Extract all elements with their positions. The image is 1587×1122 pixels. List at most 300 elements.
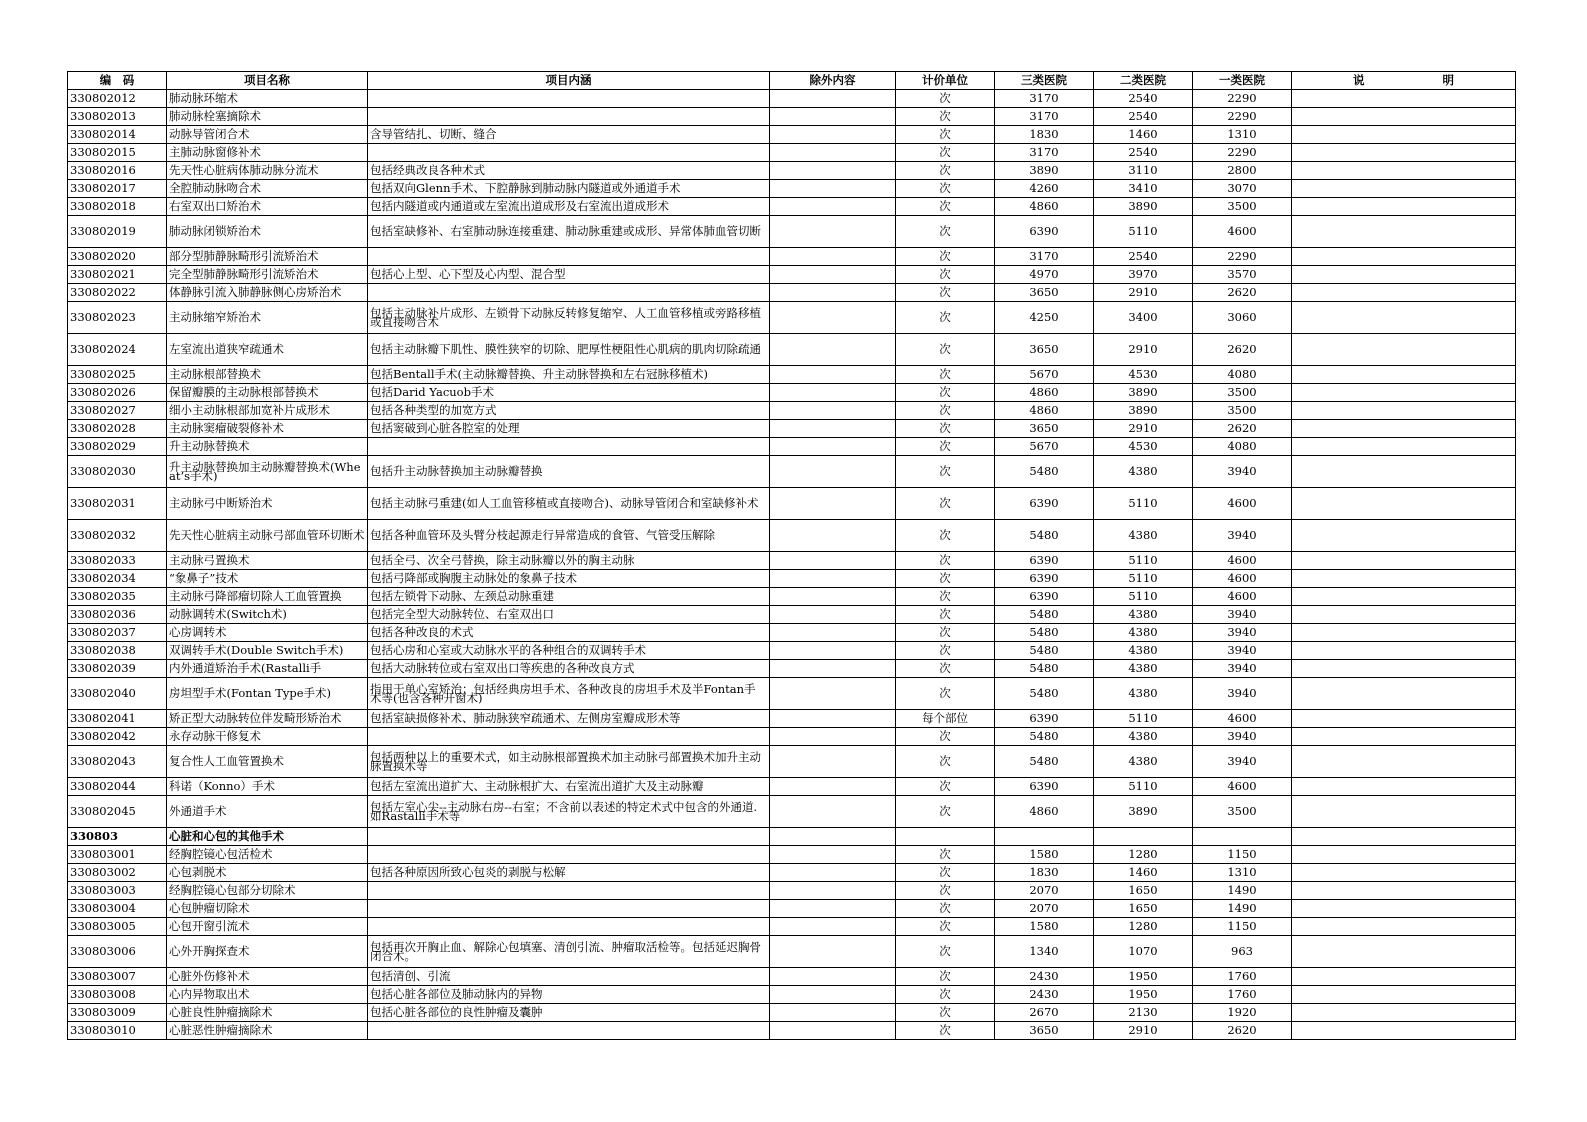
cell-price-hospital3: 1340: [995, 936, 1094, 968]
cell-content: 包括各种类型的加宽方式: [368, 402, 770, 420]
section-row: [68, 828, 1516, 846]
cell-price-hospital3: 5480: [995, 660, 1094, 678]
header-name: 项目名称: [167, 72, 368, 90]
cell-note: [1292, 162, 1516, 180]
cell-price-hospital1: 4600: [1193, 570, 1292, 588]
cell-exclusion: [770, 248, 896, 266]
cell-content: 包括室缺损修补术、肺动脉狭窄疏通术、左侧房室瓣成形术等: [368, 710, 770, 728]
cell-price-hospital3: 3170: [995, 248, 1094, 266]
cell-exclusion: [770, 1004, 896, 1022]
cell-exclusion: [770, 936, 896, 968]
table-row: [68, 900, 1516, 918]
cell-content: 包括左室心尖--主动脉右房--右室；不含前以表述的特定术式中包含的外通道.如Rastalli手术等: [368, 796, 770, 828]
cell-price-hospital1: 4600: [1193, 710, 1292, 728]
cell-price-hospital2: 2540: [1094, 144, 1193, 162]
cell-note: [1292, 248, 1516, 266]
cell-price-hospital3: 4860: [995, 796, 1094, 828]
header-exclusion: 除外内容: [770, 72, 896, 90]
cell-unit: 次: [896, 438, 995, 456]
table-row: [68, 882, 1516, 900]
cell-code: 330802037: [68, 624, 167, 642]
cell-note: [1292, 402, 1516, 420]
cell-price-hospital3: 6390: [995, 778, 1094, 796]
cell-price-hospital2: 3970: [1094, 266, 1193, 284]
cell-exclusion: [770, 216, 896, 248]
cell-code: 330803009: [68, 1004, 167, 1022]
cell-exclusion: [770, 710, 896, 728]
cell-note: [1292, 570, 1516, 588]
cell-price-hospital2: 5110: [1094, 710, 1193, 728]
cell-note: [1292, 126, 1516, 144]
cell-note: [1292, 334, 1516, 366]
cell-price-hospital2: 2540: [1094, 248, 1193, 266]
cell-content: [368, 108, 770, 126]
cell-code: 330803: [68, 828, 167, 846]
cell-price-hospital1: 2800: [1193, 162, 1292, 180]
table-row: [68, 488, 1516, 520]
cell-code: 330802017: [68, 180, 167, 198]
cell-code: 330802019: [68, 216, 167, 248]
cell-content: 包括主动脉补片成形、左锁骨下动脉反转修复缩窄、人工血管移植或旁路移植或直接吻合术: [368, 302, 770, 334]
cell-unit: 次: [896, 624, 995, 642]
table-row: [68, 796, 1516, 828]
cell-price-hospital2: 3400: [1094, 302, 1193, 334]
table-row: [68, 986, 1516, 1004]
cell-price-hospital1: 2620: [1193, 284, 1292, 302]
cell-price-hospital2: 3890: [1094, 384, 1193, 402]
header-hospital3: 三类医院: [995, 72, 1094, 90]
cell-price-hospital3: 6390: [995, 216, 1094, 248]
cell-price-hospital1: 1310: [1193, 126, 1292, 144]
cell-code: 330803001: [68, 846, 167, 864]
cell-note: [1292, 918, 1516, 936]
table-row: [68, 624, 1516, 642]
cell-content: 包括内隧道或内通道或左室流出道成形及右室流出道成形术: [368, 198, 770, 216]
cell-code: 330802016: [68, 162, 167, 180]
table-row: [68, 968, 1516, 986]
cell-content: [368, 144, 770, 162]
cell-unit: 次: [896, 334, 995, 366]
cell-note: [1292, 266, 1516, 284]
cell-note: [1292, 796, 1516, 828]
cell-exclusion: [770, 366, 896, 384]
price-table: [67, 71, 1516, 1040]
cell-price-hospital2: 4380: [1094, 642, 1193, 660]
cell-note: [1292, 606, 1516, 624]
cell-exclusion: [770, 552, 896, 570]
cell-content: 包括心脏各部位的良性肿瘤及囊肿: [368, 1004, 770, 1022]
cell-unit: 次: [896, 864, 995, 882]
cell-exclusion: [770, 284, 896, 302]
cell-unit: 次: [896, 986, 995, 1004]
cell-unit: 次: [896, 198, 995, 216]
cell-note: [1292, 882, 1516, 900]
cell-price-hospital2: 4530: [1094, 366, 1193, 384]
cell-exclusion: [770, 162, 896, 180]
cell-price-hospital3: 4860: [995, 402, 1094, 420]
cell-price-hospital2: 5110: [1094, 570, 1193, 588]
cell-code: 330802018: [68, 198, 167, 216]
cell-exclusion: [770, 520, 896, 552]
table-row: [68, 456, 1516, 488]
cell-note: [1292, 746, 1516, 778]
cell-note: [1292, 678, 1516, 710]
cell-price-hospital3: 6390: [995, 588, 1094, 606]
cell-content: 包括各种原因所致心包炎的剥脱与松解: [368, 864, 770, 882]
cell-code: 330802041: [68, 710, 167, 728]
cell-note: [1292, 180, 1516, 198]
cell-name: 内外通道矫治手术(Rastalli手: [167, 660, 368, 678]
table-row: [68, 678, 1516, 710]
cell-exclusion: [770, 570, 896, 588]
cell-content: 包括主动脉瓣下肌性、膜性狭窄的切除、肥厚性梗阻性心肌病的肌肉切除疏通: [368, 334, 770, 366]
cell-exclusion: [770, 986, 896, 1004]
cell-name: 心包开窗引流术: [167, 918, 368, 936]
cell-price-hospital1: 3940: [1193, 520, 1292, 552]
cell-name: 矫正型大动脉转位伴发畸形矫治术: [167, 710, 368, 728]
cell-content: [368, 438, 770, 456]
cell-note: [1292, 90, 1516, 108]
table-row: [68, 384, 1516, 402]
cell-price-hospital1: 3940: [1193, 746, 1292, 778]
cell-price-hospital3: 5480: [995, 746, 1094, 778]
cell-exclusion: [770, 846, 896, 864]
cell-exclusion: [770, 198, 896, 216]
cell-unit: 次: [896, 728, 995, 746]
cell-price-hospital3: 5480: [995, 624, 1094, 642]
table-row: [68, 334, 1516, 366]
cell-price-hospital2: 4380: [1094, 660, 1193, 678]
header-note: [1292, 72, 1516, 90]
cell-exclusion: [770, 456, 896, 488]
cell-price-hospital3: 5480: [995, 678, 1094, 710]
cell-note: [1292, 968, 1516, 986]
cell-name: 先天性心脏病主动脉弓部血管环切断术: [167, 520, 368, 552]
cell-content: 包括两种以上的重要术式，如主动脉根部置换术加主动脉弓部置换术加升主动脉置换术等: [368, 746, 770, 778]
cell-content: [368, 900, 770, 918]
table-row: [68, 710, 1516, 728]
table-row: [68, 216, 1516, 248]
cell-name: 心脏恶性肿瘤摘除术: [167, 1022, 368, 1040]
cell-price-hospital1: 1310: [1193, 864, 1292, 882]
cell-name: 左室流出道狭窄疏通术: [167, 334, 368, 366]
cell-price-hospital3: 5670: [995, 366, 1094, 384]
cell-content: [368, 828, 770, 846]
cell-content: 包括全弓、次全弓替换，除主动脉瓣以外的胸主动脉: [368, 552, 770, 570]
table-row: [68, 570, 1516, 588]
cell-name: 房坦型手术(Fontan Type手术): [167, 678, 368, 710]
cell-name: 经胸腔镜心包部分切除术: [167, 882, 368, 900]
cell-price-hospital1: 963: [1193, 936, 1292, 968]
cell-price-hospital3: 2070: [995, 882, 1094, 900]
cell-name: 心内异物取出术: [167, 986, 368, 1004]
cell-price-hospital3: 4260: [995, 180, 1094, 198]
cell-price-hospital2: 4530: [1094, 438, 1193, 456]
cell-price-hospital2: 5110: [1094, 216, 1193, 248]
cell-unit: 每个部位: [896, 710, 995, 728]
cell-price-hospital3: 1830: [995, 864, 1094, 882]
cell-content: [368, 918, 770, 936]
table-row: [68, 588, 1516, 606]
cell-content: [368, 248, 770, 266]
cell-code: 330802039: [68, 660, 167, 678]
cell-name: 升主动脉替换加主动脉瓣替换术(Wheat’s手术): [167, 456, 368, 488]
cell-name: 心包肿瘤切除术: [167, 900, 368, 918]
cell-price-hospital2: 2540: [1094, 108, 1193, 126]
cell-price-hospital1: 2620: [1193, 420, 1292, 438]
cell-unit: 次: [896, 180, 995, 198]
cell-exclusion: [770, 864, 896, 882]
cell-name: 动脉调转术(Switch术): [167, 606, 368, 624]
cell-price-hospital1: 4600: [1193, 488, 1292, 520]
cell-price-hospital1: 3500: [1193, 796, 1292, 828]
header-hospital1: 一类医院: [1193, 72, 1292, 90]
table-row: [68, 936, 1516, 968]
cell-exclusion: [770, 302, 896, 334]
cell-exclusion: [770, 660, 896, 678]
cell-code: 330802042: [68, 728, 167, 746]
cell-content: 含导管结扎、切断、缝合: [368, 126, 770, 144]
cell-content: 包括左锁骨下动脉、左颈总动脉重建: [368, 588, 770, 606]
cell-name: “象鼻子”技术: [167, 570, 368, 588]
cell-price-hospital3: 2670: [995, 1004, 1094, 1022]
cell-price-hospital2: 5110: [1094, 778, 1193, 796]
cell-name: 心房调转术: [167, 624, 368, 642]
cell-unit: 次: [896, 570, 995, 588]
cell-exclusion: [770, 828, 896, 846]
table-row: [68, 746, 1516, 778]
cell-unit: 次: [896, 606, 995, 624]
cell-code: 330802025: [68, 366, 167, 384]
cell-note: [1292, 108, 1516, 126]
cell-content: 包括经典改良各种术式: [368, 162, 770, 180]
cell-code: 330803006: [68, 936, 167, 968]
cell-exclusion: [770, 796, 896, 828]
cell-price-hospital3: 1830: [995, 126, 1094, 144]
table-row: [68, 108, 1516, 126]
cell-code: 330802045: [68, 796, 167, 828]
cell-price-hospital3: 2070: [995, 900, 1094, 918]
cell-exclusion: [770, 384, 896, 402]
cell-name: 肺动脉闭锁矫治术: [167, 216, 368, 248]
cell-name: 先天性心脏病体肺动脉分流术: [167, 162, 368, 180]
cell-name: 部分型肺静脉畸形引流矫治术: [167, 248, 368, 266]
cell-unit: 次: [896, 882, 995, 900]
cell-exclusion: [770, 918, 896, 936]
cell-name: 主动脉弓中断矫治术: [167, 488, 368, 520]
cell-name: 复合性人工血管置换术: [167, 746, 368, 778]
table-row: [68, 402, 1516, 420]
cell-code: 330803007: [68, 968, 167, 986]
cell-code: 330802024: [68, 334, 167, 366]
cell-price-hospital1: 1760: [1193, 968, 1292, 986]
cell-price-hospital2: [1094, 828, 1193, 846]
cell-name: 主动脉根部替换术: [167, 366, 368, 384]
cell-exclusion: [770, 108, 896, 126]
cell-price-hospital2: 2130: [1094, 1004, 1193, 1022]
cell-price-hospital2: 3890: [1094, 402, 1193, 420]
cell-note: [1292, 438, 1516, 456]
cell-price-hospital1: 1490: [1193, 900, 1292, 918]
cell-price-hospital3: [995, 828, 1094, 846]
cell-name: 全腔肺动脉吻合术: [167, 180, 368, 198]
cell-price-hospital2: 4380: [1094, 456, 1193, 488]
cell-price-hospital1: 3940: [1193, 606, 1292, 624]
cell-name: 细小主动脉根部加宽补片成形术: [167, 402, 368, 420]
cell-content: 包括心脏各部位及肺动脉内的异物: [368, 986, 770, 1004]
cell-code: 330802013: [68, 108, 167, 126]
table-row: [68, 1022, 1516, 1040]
cell-price-hospital1: 1920: [1193, 1004, 1292, 1022]
cell-unit: 次: [896, 846, 995, 864]
cell-content: 包括双向Glenn手术、下腔静脉到肺动脉内隧道或外通道手术: [368, 180, 770, 198]
header-code: 编 码: [68, 72, 167, 90]
cell-price-hospital3: 3170: [995, 90, 1094, 108]
cell-code: 330802040: [68, 678, 167, 710]
cell-note: [1292, 936, 1516, 968]
cell-exclusion: [770, 678, 896, 710]
cell-price-hospital1: 1150: [1193, 918, 1292, 936]
cell-price-hospital1: 2290: [1193, 108, 1292, 126]
cell-unit: 次: [896, 216, 995, 248]
cell-name: 科诺（Konno）手术: [167, 778, 368, 796]
cell-note: [1292, 302, 1516, 334]
cell-content: [368, 882, 770, 900]
cell-code: 330802033: [68, 552, 167, 570]
cell-price-hospital1: 1760: [1193, 986, 1292, 1004]
cell-price-hospital2: 1460: [1094, 126, 1193, 144]
cell-name: 双调转手术(Double Switch手术): [167, 642, 368, 660]
cell-price-hospital2: 1950: [1094, 968, 1193, 986]
cell-unit: 次: [896, 384, 995, 402]
cell-note: [1292, 642, 1516, 660]
table-row: [68, 284, 1516, 302]
cell-name: 主动脉窦瘤破裂修补术: [167, 420, 368, 438]
table-row: [68, 660, 1516, 678]
cell-unit: 次: [896, 918, 995, 936]
cell-price-hospital3: 3170: [995, 144, 1094, 162]
cell-name: 心脏良性肿瘤摘除术: [167, 1004, 368, 1022]
cell-name: 心脏和心包的其他手术: [167, 828, 368, 846]
cell-price-hospital1: 2620: [1193, 1022, 1292, 1040]
cell-content: 包括窦破到心脏各腔室的处理: [368, 420, 770, 438]
cell-price-hospital2: 5110: [1094, 588, 1193, 606]
cell-unit: 次: [896, 552, 995, 570]
cell-content: 包括各种改良的术式: [368, 624, 770, 642]
cell-name: 完全型肺静脉畸形引流矫治术: [167, 266, 368, 284]
cell-content: 包括升主动脉替换加主动脉瓣替换: [368, 456, 770, 488]
cell-name: 保留瓣膜的主动脉根部替换术: [167, 384, 368, 402]
cell-price-hospital1: 3060: [1193, 302, 1292, 334]
cell-code: 330802015: [68, 144, 167, 162]
cell-name: 体静脉引流入肺静脉侧心房矫治术: [167, 284, 368, 302]
cell-price-hospital2: 3890: [1094, 796, 1193, 828]
cell-note: [1292, 986, 1516, 1004]
cell-exclusion: [770, 402, 896, 420]
cell-price-hospital1: 4080: [1193, 366, 1292, 384]
cell-content: 包括心房和心室或大动脉水平的各种组合的双调转手术: [368, 642, 770, 660]
cell-exclusion: [770, 266, 896, 284]
cell-price-hospital1: 1150: [1193, 846, 1292, 864]
cell-content: 包括Darid Yacuob手术: [368, 384, 770, 402]
cell-code: 330802044: [68, 778, 167, 796]
cell-price-hospital2: 4380: [1094, 728, 1193, 746]
cell-name: 右室双出口矫治术: [167, 198, 368, 216]
table-row: [68, 552, 1516, 570]
cell-price-hospital1: 4600: [1193, 216, 1292, 248]
cell-note: [1292, 420, 1516, 438]
cell-unit: 次: [896, 126, 995, 144]
cell-unit: 次: [896, 366, 995, 384]
cell-exclusion: [770, 90, 896, 108]
table-row: [68, 248, 1516, 266]
cell-note: [1292, 144, 1516, 162]
cell-code: 330803010: [68, 1022, 167, 1040]
cell-unit: 次: [896, 642, 995, 660]
cell-exclusion: [770, 588, 896, 606]
cell-code: 330802020: [68, 248, 167, 266]
cell-price-hospital1: 3940: [1193, 642, 1292, 660]
cell-price-hospital2: 1950: [1094, 986, 1193, 1004]
cell-name: 外通道手术: [167, 796, 368, 828]
cell-name: 主肺动脉窗修补术: [167, 144, 368, 162]
cell-name: 升主动脉替换术: [167, 438, 368, 456]
cell-price-hospital2: 5110: [1094, 488, 1193, 520]
cell-unit: 次: [896, 1004, 995, 1022]
cell-note: [1292, 366, 1516, 384]
cell-unit: 次: [896, 420, 995, 438]
cell-exclusion: [770, 746, 896, 778]
cell-name: 永存动脉干修复术: [167, 728, 368, 746]
cell-unit: 次: [896, 746, 995, 778]
cell-price-hospital3: 6390: [995, 710, 1094, 728]
cell-unit: 次: [896, 1022, 995, 1040]
cell-price-hospital2: 4380: [1094, 678, 1193, 710]
cell-code: 330802036: [68, 606, 167, 624]
table-row: [68, 642, 1516, 660]
cell-content: 包括完全型大动脉转位、右室双出口: [368, 606, 770, 624]
cell-content: 包括各种血管环及头臂分枝起源走行异常造成的食管、气管受压解除: [368, 520, 770, 552]
cell-unit: 次: [896, 678, 995, 710]
cell-code: 330803003: [68, 882, 167, 900]
table-row: [68, 198, 1516, 216]
cell-code: 330803005: [68, 918, 167, 936]
cell-content: [368, 284, 770, 302]
cell-price-hospital3: 3170: [995, 108, 1094, 126]
cell-content: [368, 90, 770, 108]
cell-note: [1292, 710, 1516, 728]
cell-name: 心脏外伤修补术: [167, 968, 368, 986]
cell-price-hospital2: 4380: [1094, 624, 1193, 642]
cell-exclusion: [770, 488, 896, 520]
cell-price-hospital2: 1650: [1094, 900, 1193, 918]
cell-content: 包括大动脉转位或右室双出口等疾患的各种改良方式: [368, 660, 770, 678]
cell-note: [1292, 1004, 1516, 1022]
cell-exclusion: [770, 624, 896, 642]
cell-note: [1292, 778, 1516, 796]
cell-price-hospital2: 2910: [1094, 420, 1193, 438]
cell-name: 主动脉弓置换术: [167, 552, 368, 570]
cell-unit: 次: [896, 108, 995, 126]
cell-note: [1292, 1022, 1516, 1040]
cell-price-hospital2: 4380: [1094, 746, 1193, 778]
table-row: [68, 144, 1516, 162]
cell-unit: 次: [896, 248, 995, 266]
cell-price-hospital3: 4250: [995, 302, 1094, 334]
cell-price-hospital2: 1070: [1094, 936, 1193, 968]
table-row: [68, 438, 1516, 456]
cell-code: 330803004: [68, 900, 167, 918]
